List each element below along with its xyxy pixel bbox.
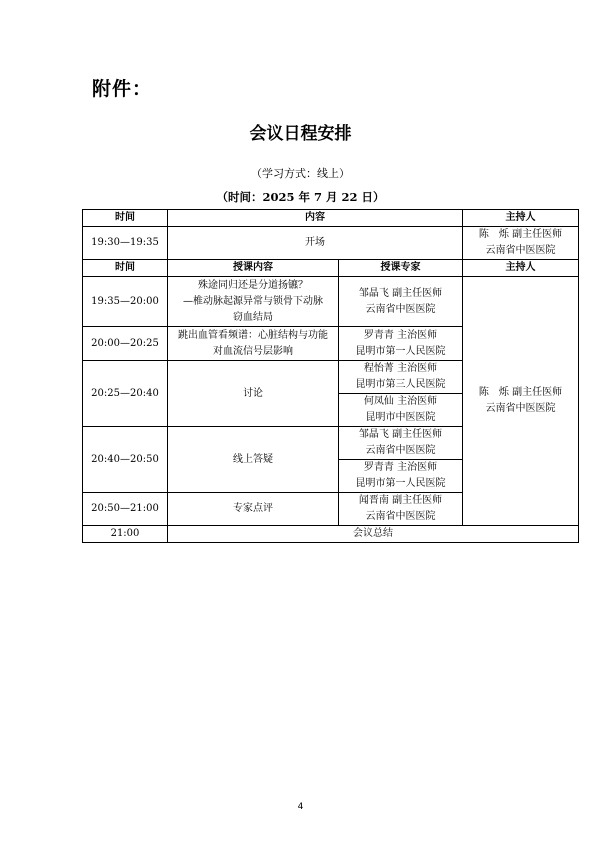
lecture2-time: 20:00—20:25 — [83, 327, 168, 361]
table-row — [83, 227, 579, 260]
discussion-expert1 — [339, 361, 463, 394]
main-host-name: 陈 烁 副主任医师 — [478, 387, 563, 398]
closing-content: 会议总结 — [168, 526, 579, 543]
review-expert — [339, 493, 463, 526]
page-title: 会议日程安排 — [249, 124, 352, 144]
lecture1-expert — [339, 277, 463, 327]
header-time: 时间 — [83, 260, 168, 277]
review-expert-org: 云南省中医医院 — [365, 511, 436, 522]
discussion-content: 讨论 — [168, 361, 339, 427]
table-header-row — [83, 260, 579, 277]
lecture1-expert-name: 邹晶飞 副主任医师 — [358, 287, 443, 299]
study-mode: （学习方式：线上） — [251, 167, 350, 180]
table-row — [83, 277, 579, 327]
opening-host — [463, 227, 579, 260]
header-host: 主持人 — [463, 210, 579, 227]
schedule-table — [82, 209, 579, 543]
lecture1-topic-line: —椎动脉起源异常与锁骨下动脉 — [183, 295, 323, 307]
qa-expert1-name: 邹晶飞 副主任医师 — [358, 429, 443, 440]
qa-content: 线上答疑 — [168, 427, 339, 493]
qa-expert2-org: 昆明市第一人民医院 — [355, 478, 446, 489]
lecture2-topic — [168, 327, 339, 361]
lecture2-expert — [339, 327, 463, 361]
page-number: 4 — [297, 802, 304, 812]
discussion-expert2-name: 何凤仙 主治医师 — [363, 396, 438, 407]
discussion-time: 20:25—20:40 — [83, 361, 168, 427]
lecture1-topic — [168, 277, 339, 327]
qa-expert2 — [339, 460, 463, 493]
lecture1-topic-line: 窃血结局 — [233, 311, 273, 323]
lecture1-expert-org: 云南省中医医院 — [365, 303, 436, 315]
lecture2-expert-org: 昆明市第一人民医院 — [355, 345, 446, 357]
lecture2-topic-line: 跳出血管看频谱：心脏结构与功能 — [178, 329, 328, 341]
qa-time: 20:40—20:50 — [83, 427, 168, 493]
header-time: 时间 — [83, 210, 168, 227]
opening-content: 开场 — [168, 227, 463, 260]
qa-expert2-name: 罗青青 主治医师 — [363, 462, 438, 473]
header-content: 内容 — [168, 210, 463, 227]
lecture1-topic-line: 殊途同归还是分道扬镳？ — [198, 279, 308, 291]
table-row — [83, 526, 579, 543]
attachment-label: 附件： — [92, 78, 153, 100]
review-content: 专家点评 — [168, 493, 339, 526]
meeting-date: （时间：2025 年 7 月 22 日） — [216, 190, 385, 204]
lecture2-topic-line: 对血流信号层影响 — [213, 345, 293, 357]
table-header-row — [83, 210, 579, 227]
main-host-org: 云南省中医医院 — [485, 403, 556, 414]
main-host — [463, 277, 579, 526]
lecture1-time: 19:35—20:00 — [83, 277, 168, 327]
discussion-expert1-name: 程怡菁 主治医师 — [363, 363, 438, 374]
review-time: 20:50—21:00 — [83, 493, 168, 526]
opening-time: 19:30—19:35 — [83, 227, 168, 260]
opening-host-org: 云南省中医医院 — [485, 245, 556, 256]
header-expert: 授课专家 — [339, 260, 463, 277]
discussion-expert2 — [339, 394, 463, 427]
closing-time: 21:00 — [83, 526, 168, 543]
discussion-expert2-org: 昆明市中医医院 — [365, 412, 436, 423]
qa-expert1 — [339, 427, 463, 460]
review-expert-name: 闻晋南 副主任医师 — [358, 495, 443, 506]
header-host: 主持人 — [463, 260, 579, 277]
opening-host-name: 陈 烁 副主任医师 — [478, 229, 563, 240]
qa-expert1-org: 云南省中医医院 — [365, 445, 436, 456]
lecture2-expert-name: 罗青青 主治医师 — [363, 329, 438, 341]
discussion-expert1-org: 昆明市第三人民医院 — [355, 379, 446, 390]
header-topic: 授课内容 — [168, 260, 339, 277]
